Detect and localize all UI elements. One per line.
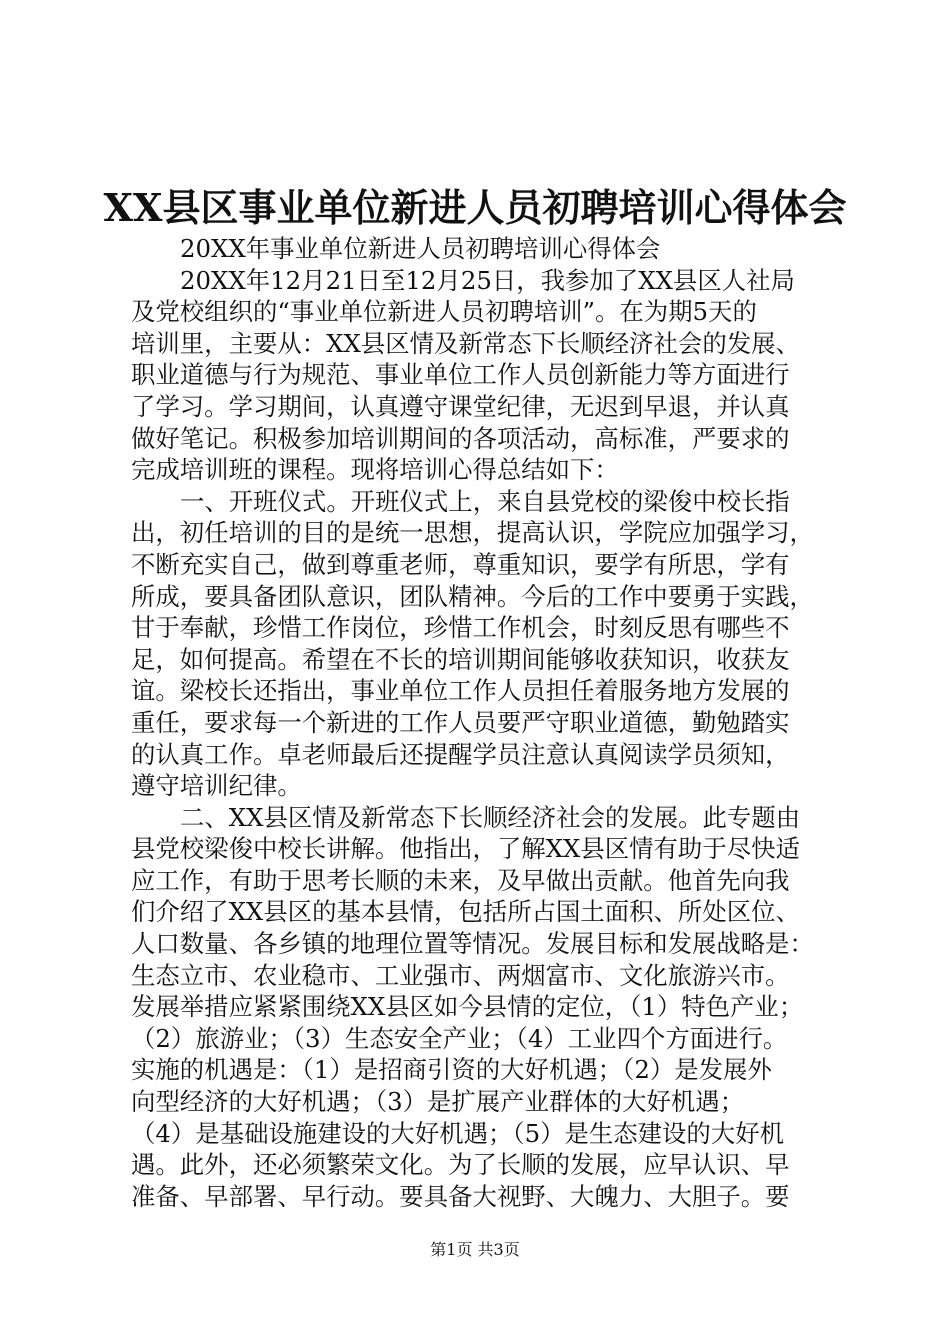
- body-line: 向型经济的大好机遇；（3）是扩展产业群体的大好机遇；: [131, 1087, 745, 1117]
- body-line: 一、开班仪式。开班仪式上，来自县党校的梁俊中校长指: [180, 486, 790, 516]
- body-line: 发展举措应紧紧围绕XX县区如今县情的定位，（1）特色产业；: [131, 992, 804, 1022]
- body-line: 的认真工作。卓老师最后还提醒学员注意认真阅读学员须知，: [131, 739, 790, 769]
- body-line: 人口数量、各乡镇的地理位置等情况。发展目标和发展战略是：: [131, 929, 814, 959]
- body-line: 重任，要求每一个新进的工作人员要严守职业道德，勤勉踏实: [131, 707, 790, 737]
- body-line: 遵守培训纪律。: [131, 771, 302, 801]
- body-line: 生态立市、农业稳市、工业强市、两烟富市、文化旅游兴市。: [131, 960, 790, 990]
- body-line: 甘于奉献，珍惜工作岗位，珍惜工作机会，时刻反思有哪些不: [131, 613, 790, 643]
- body-line: 们介绍了XX县区的基本县情，包括所占国土面积、所处区位、: [131, 897, 800, 927]
- body-line: 所成，要具备团队意识，团队精神。今后的工作中要勇于实践，: [131, 581, 814, 611]
- body-line: 做好笔记。积极参加培训期间的各项活动，高标准，严要求的: [131, 423, 790, 453]
- body-line: 应工作，有助于思考长顺的未来，及早做出贡献。他首先向我: [131, 865, 790, 895]
- body-line: 二、XX县区情及新常态下长顺经济社会的发展。此专题由: [180, 802, 801, 832]
- page-footer: 第1页 共3页: [430, 1240, 520, 1259]
- body-line: （4）是基础设施建设的大好机遇；（5）是生态建设的大好机: [131, 1118, 784, 1148]
- body-line: （2）旅游业；（3）生态安全产业；（4）工业四个方面进行。: [131, 1023, 788, 1053]
- body-line: 职业道德与行为规范、事业单位工作人员创新能力等方面进行: [131, 360, 790, 390]
- body-line: 实施的机遇是：（1）是招商引资的大好机遇；（2）是发展外: [131, 1055, 772, 1085]
- body-line: 培训里，主要从：XX县区情及新常态下长顺经济社会的发展、: [131, 328, 800, 358]
- body-line: 完成培训班的课程。现将培训心得总结如下：: [131, 455, 619, 485]
- body-line: 足，如何提高。希望在不长的培训期间能够收获知识，收获友: [131, 644, 790, 674]
- body-line: 20XX年12月21日至12月25日，我参加了XX县区人社局: [180, 265, 795, 295]
- body-line: 出，初任培训的目的是统一思想，提高认识，学院应加强学习，: [131, 518, 814, 548]
- body-line: 20XX年事业单位新进人员初聘培训心得体会: [180, 234, 661, 263]
- body-line: 不断充实自己，做到尊重老师，尊重知识，要学有所思，学有: [131, 549, 790, 579]
- body-line: 县党校梁俊中校长讲解。他指出，了解XX县区情有助于尽快适: [131, 834, 800, 864]
- body-line: 准备、早部署、早行动。要具备大视野、大魄力、大胆子。要: [131, 1181, 790, 1211]
- body-line: 及党校组织的“事业单位新进人员初聘培训”。在为期5天的: [131, 297, 757, 327]
- document-title: XX县区事业单位新进人员初聘培训心得体会: [103, 185, 847, 230]
- body-line: 遇。此外，还必须繁荣文化。为了长顺的发展，应早认识、早: [131, 1150, 790, 1180]
- body-line: 了学习。学习期间，认真遵守课堂纪律，无迟到早退，并认真: [131, 391, 790, 421]
- body-line: 谊。梁校长还指出，事业单位工作人员担任着服务地方发展的: [131, 676, 790, 706]
- document-body: [131, 233, 831, 1212]
